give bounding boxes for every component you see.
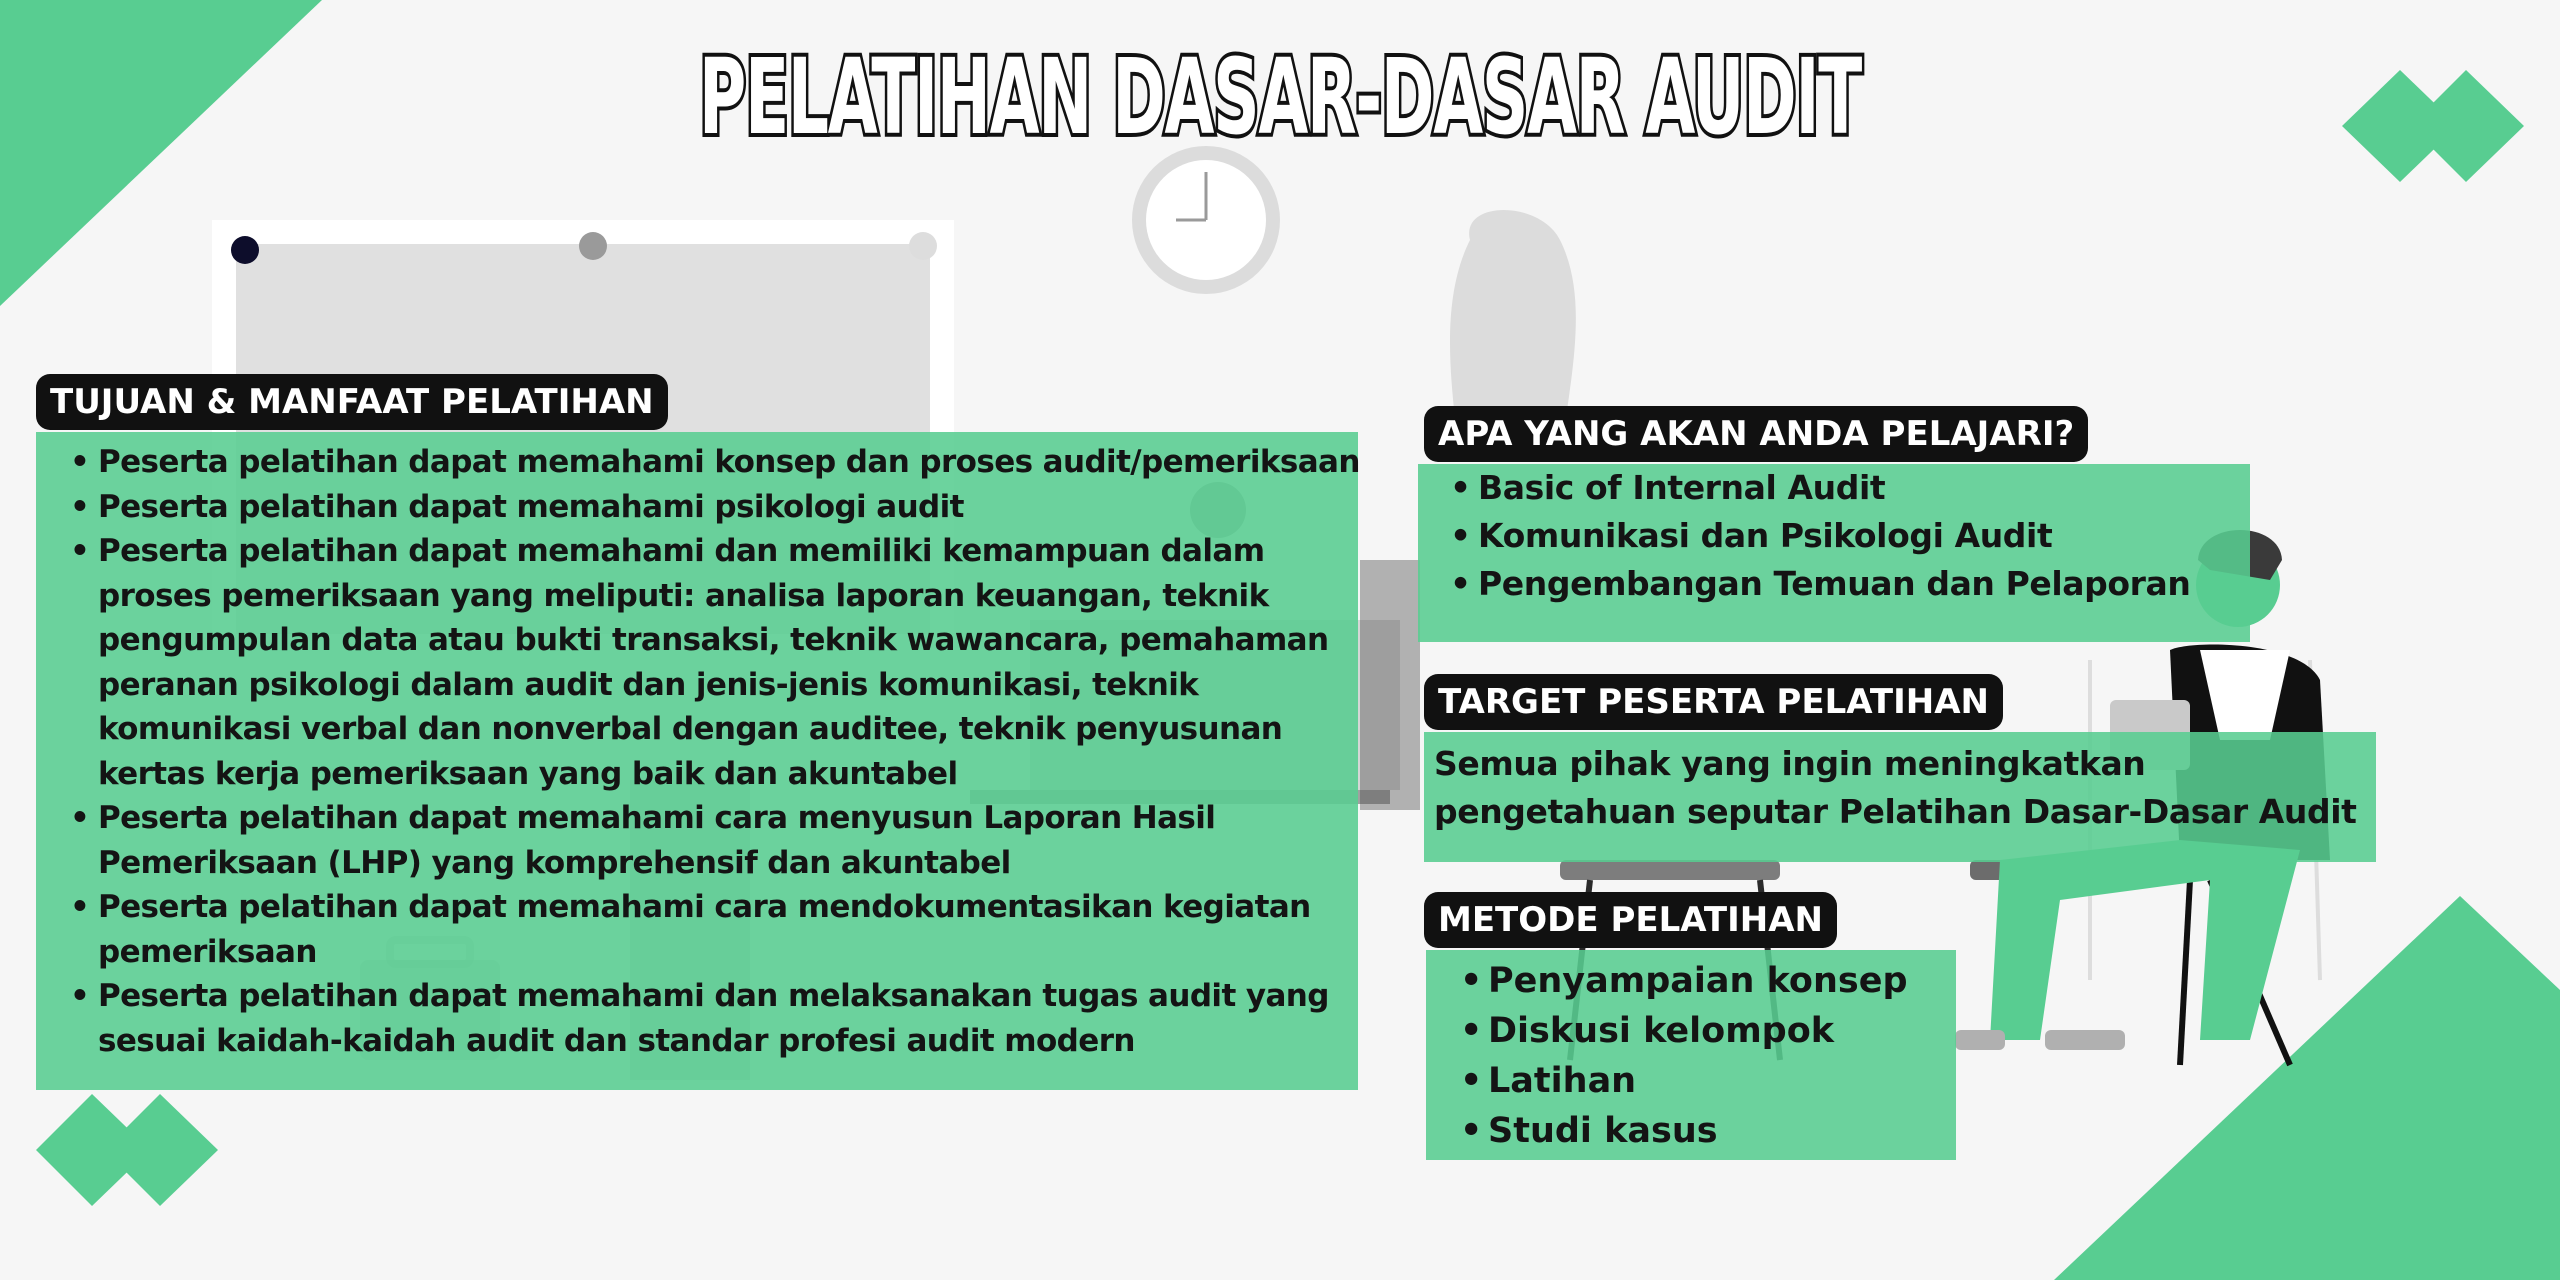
pelajari-list-box [1418,464,2250,642]
heading-metode: METODE PELATIHAN [1424,892,1837,948]
diamond-shape [104,1094,218,1206]
magnet-dot [231,236,259,264]
magnet-dot [579,232,607,260]
list-item: • Penyampaian konsep [1488,956,1956,1006]
list-item: • Basic of Internal Audit [1478,464,2250,512]
heading-pelajari: APA YANG AKAN ANDA PELAJARI? [1424,406,2088,462]
magnet-dot [909,232,937,260]
metode-list-box [1426,950,1956,1160]
list-item: • Peserta pelatihan dapat memahami dan memiliki kemampuan dalam proses pemeriksaan yang meliputi: analisa laporan keuangan, teknik pengumpulan data atau bukti transaksi, teknik wawancara, pemahaman peranan psikologi dalam audit dan jenis-jenis komunikasi, teknik komunikasi verbal dan nonverbal dengan auditee, teknik penyusunan kertas kerja pemeriksaan yang baik dan akuntabel [98,529,1368,796]
heading-target: TARGET PESERTA PELATIHAN [1424,674,2003,730]
heading-tujuan: TUJUAN & MANFAAT PELATIHAN [36,374,668,430]
list-item: • Komunikasi dan Psikologi Audit [1478,512,2250,560]
list-item: • Diskusi kelompok [1488,1006,1956,1056]
list-item: • Peserta pelatihan dapat memahami konsep dan proses audit/pemeriksaan [98,440,1368,485]
pelajari-list [1478,464,2250,608]
page-title: PELATIHAN DASAR-DASAR AUDIT [699,36,1861,158]
list-item: • Peserta pelatihan dapat memahami cara menyusun Laporan Hasil Pemeriksaan (LHP) yang komprehensif dan akuntabel [98,796,1368,885]
list-item: • Latihan [1488,1056,1956,1106]
list-item: • Studi kasus [1488,1106,1956,1156]
list-item: • Peserta pelatihan dapat memahami cara mendokumentasikan kegiatan pemeriksaan [98,885,1368,974]
list-item: • Peserta pelatihan dapat memahami dan melaksanakan tugas audit yang sesuai kaidah-kaidah audit dan standar profesi audit modern [98,974,1368,1063]
tujuan-list-box [36,432,1358,1090]
person-legs [1990,840,2300,1040]
tujuan-list [98,440,1358,1063]
list-item: • Peserta pelatihan dapat memahami psikologi audit [98,485,1368,530]
target-text-line: pengetahuan seputar Pelatihan Dasar-Dasar Audit [1434,792,2357,831]
metode-list [1488,956,1956,1156]
target-text-line: Semua pihak yang ingin meningkatkan [1434,744,2146,783]
bottom-right-triangle [2054,896,2560,1280]
target-box [1424,732,2376,862]
diamond-shape [2410,70,2524,182]
list-item: • Pengembangan Temuan dan Pelaporan [1478,560,2250,608]
